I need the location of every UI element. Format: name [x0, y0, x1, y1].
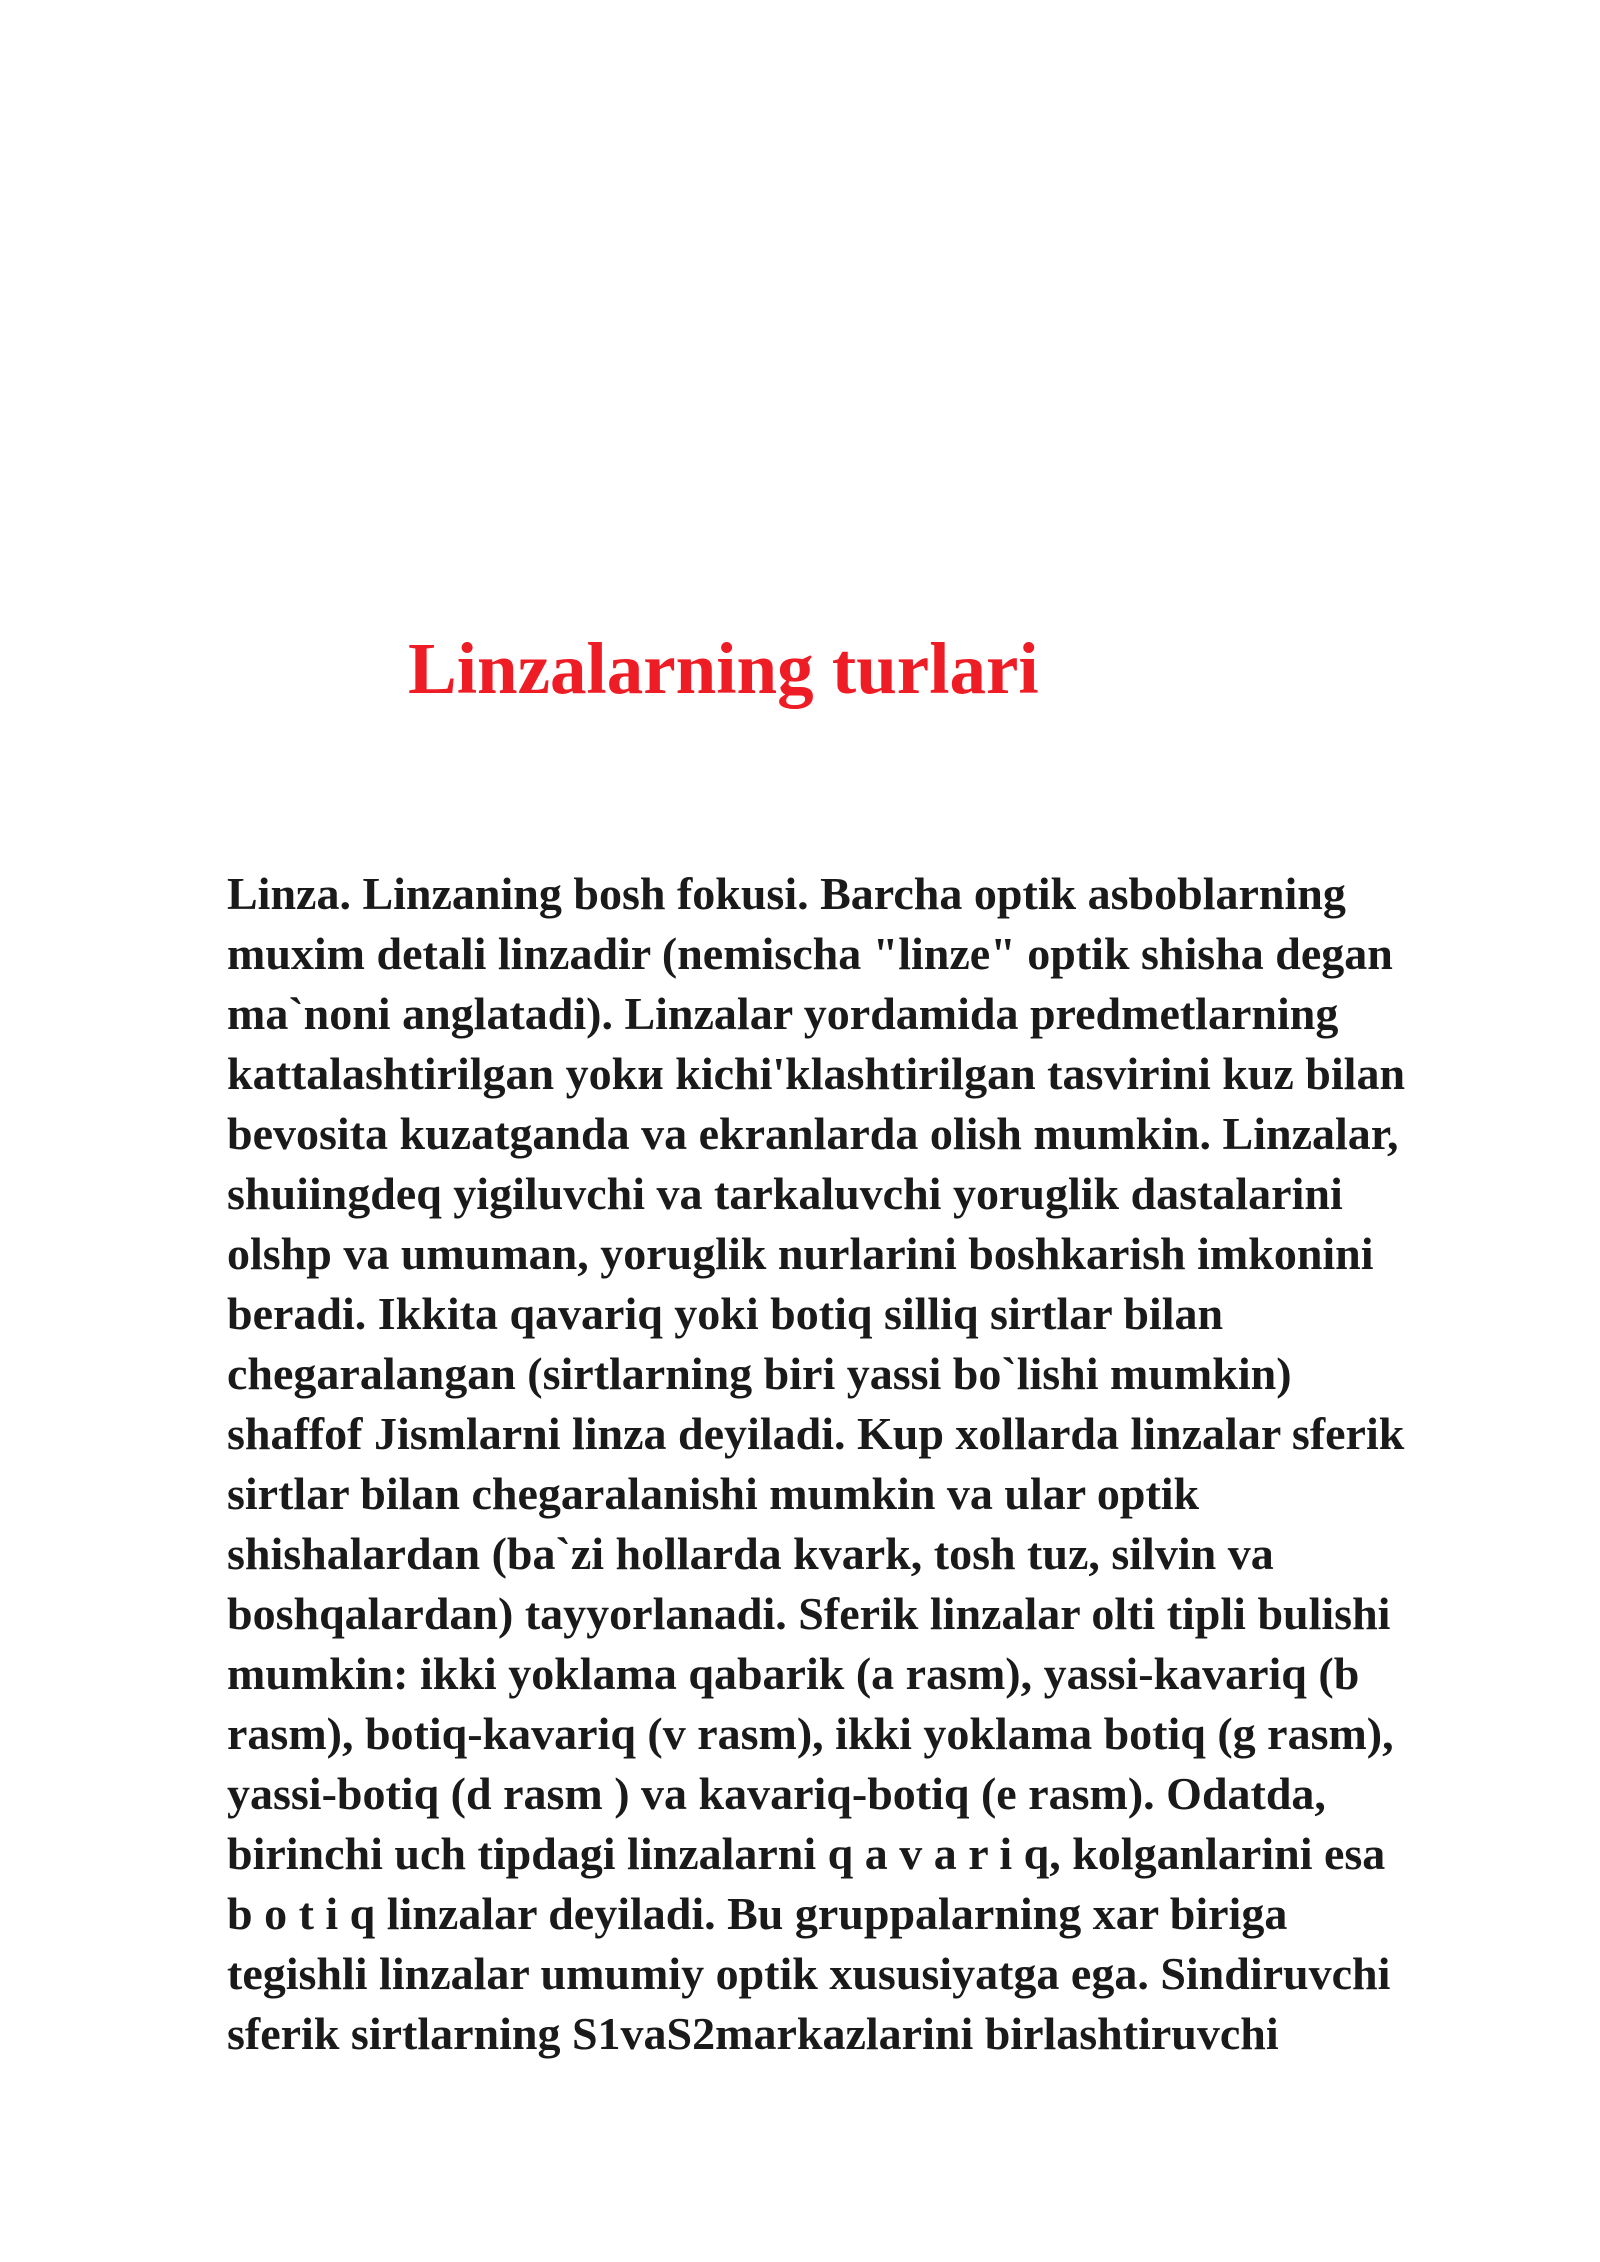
document-body — [227, 864, 1497, 2064]
body-line: beradi. Ikkita qavariq yoki botiq silliq sirtlar bilan — [227, 1288, 1224, 1339]
body-line: kattalashtirilgan yokи kichi'klashtirilgan tasvirini kuz bilan — [227, 1048, 1406, 1099]
body-line: shishalardan (ba`zi hollarda kvark, tosh tuz, silvin va — [227, 1528, 1274, 1579]
body-line: birinchi uch tipdagi linzalarni q a v a r i q, kolganlarini esa — [227, 1828, 1386, 1879]
body-line: chegaralangan (sirtlarning biri yassi bo`lishi mumkin) — [227, 1348, 1292, 1399]
body-line: b o t i q linzalar deyiladi. Bu gruppalarning xar biriga — [227, 1888, 1288, 1939]
body-line: Linza. Linzaning bosh fokusi. Barcha optik asboblarning — [227, 868, 1346, 919]
body-line: tegishli linzalar umumiy optik xususiyatga ega. Sindiruvchi — [227, 1948, 1391, 1999]
body-line: ma`noni anglatadi). Linzalar yordamida predmetlarning — [227, 988, 1339, 1039]
body-line: olshp va umuman, yoruglik nurlarini boshkarish imkonini — [227, 1228, 1374, 1279]
body-line: yassi-botiq (d rasm ) va kavariq-botiq (e rasm). Odatda, — [227, 1768, 1326, 1819]
body-line: sirtlar bilan chegaralanishi mumkin va ular optik — [227, 1468, 1200, 1519]
body-line: muxim detali linzadir (nemischa "linze" optik shisha degan — [227, 928, 1393, 979]
body-line: shuiingdeq yigiluvchi va tarkaluvchi yoruglik dastalarini — [227, 1168, 1343, 1219]
body-line: sferik sirtlarning S1vaS2markazlarini birlashtiruvchi — [227, 2008, 1279, 2059]
document-title: Linzalarning turlari — [408, 628, 1039, 709]
body-line: shaffof Jismlarni linza deyiladi. Kup xollarda linzalar sferik — [227, 1408, 1405, 1459]
body-line: rasm), botiq-kavariq (v rasm), ikki yoklama botiq (g rasm), — [227, 1708, 1394, 1759]
body-line: bevosita kuzatganda va ekranlarda olish mumkin. Linzalar, — [227, 1108, 1399, 1159]
body-line: mumkin: ikki yoklama qabarik (a rasm), yassi-kavariq (b — [227, 1648, 1360, 1699]
body-line: boshqalardan) tayyorlanadi. Sferik linzalar olti tipli bulishi — [227, 1588, 1391, 1639]
